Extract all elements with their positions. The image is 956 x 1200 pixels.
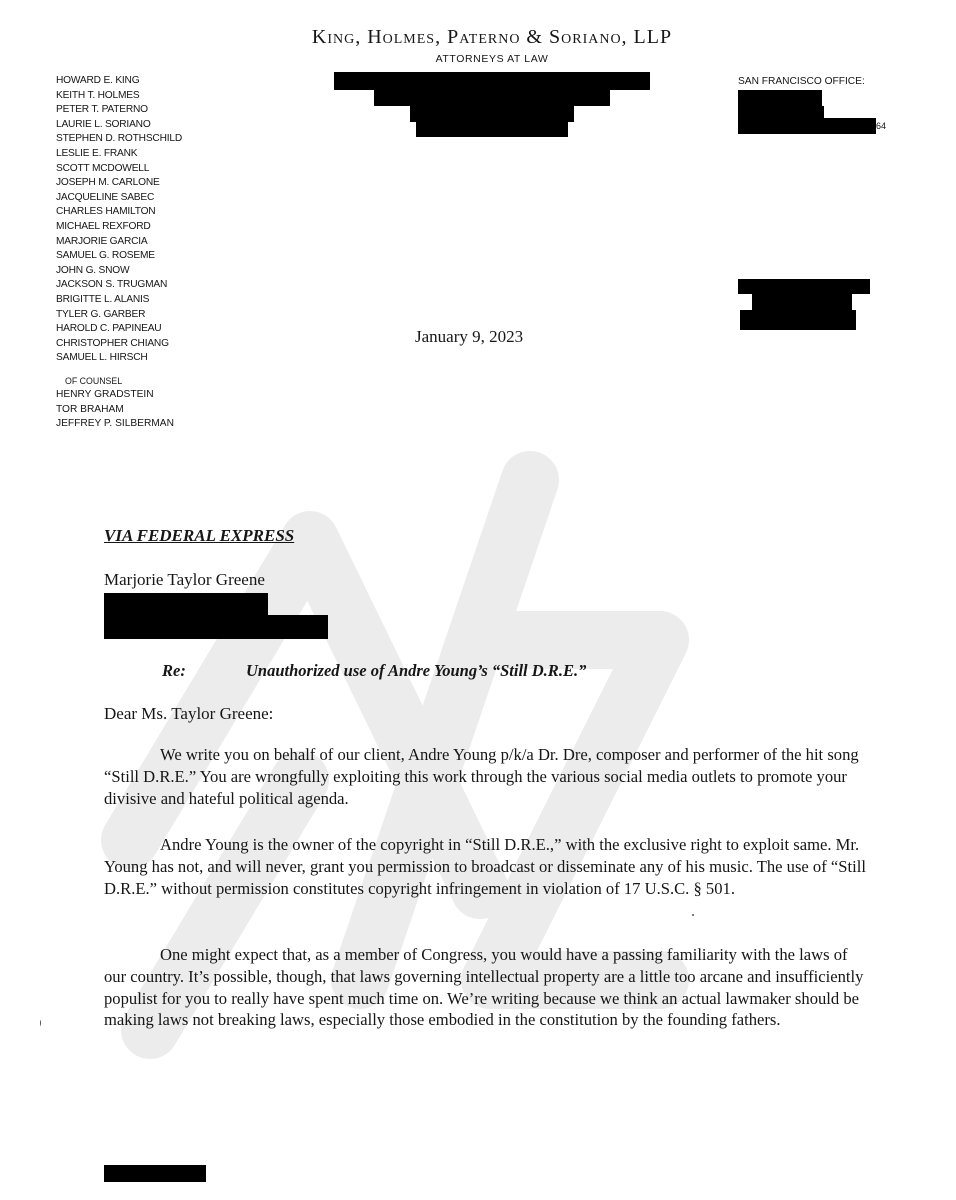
salutation: Dear Ms. Taylor Greene: xyxy=(104,704,274,723)
redaction-bar xyxy=(334,72,650,90)
redaction-bar xyxy=(104,615,328,639)
partner-name: CHRISTOPHER CHIANG xyxy=(56,337,169,349)
of-counsel-list xyxy=(56,388,174,432)
partner-list xyxy=(56,74,182,366)
redaction-bar xyxy=(740,310,856,330)
partner-name: HAROLD C. PAPINEAU xyxy=(56,323,162,335)
recipient-name: Marjorie Taylor Greene xyxy=(104,570,265,589)
redaction-bar xyxy=(104,1165,206,1182)
partner-name: PETER T. PATERNO xyxy=(56,104,148,116)
partner-name: KEITH T. HOLMES xyxy=(56,89,140,101)
partner-name: LESLIE E. FRANK xyxy=(56,147,138,159)
letter-date: January 9, 2023 xyxy=(415,327,524,346)
partner-name: MICHAEL REXFORD xyxy=(56,220,151,232)
counsel-name: JEFFREY P. SILBERMAN xyxy=(56,418,174,430)
partner-name: STEPHEN D. ROTHSCHILD xyxy=(56,133,182,145)
redaction-bar xyxy=(752,294,852,310)
partner-name: CHARLES HAMILTON xyxy=(56,206,156,218)
firm-subtitle: ATTORNEYS AT LAW xyxy=(435,53,549,65)
partner-name: LAURIE L. SORIANO xyxy=(56,118,151,130)
delivery-method: VIA FEDERAL EXPRESS xyxy=(104,526,295,545)
body-paragraph: We write you on behalf of our client, Andre Young p/k/a Dr. Dre, composer and performer of the hit song “Still D.R.E.” You are wrongfully exploiting this work through the various social media outlets to promote your divisive and hateful political agenda. xyxy=(104,745,859,808)
subject-label: Re: xyxy=(162,661,186,680)
partner-name: SAMUEL G. ROSEME xyxy=(56,250,155,262)
redaction-bar xyxy=(738,118,876,134)
partner-name: BRIGITTE L. ALANIS xyxy=(56,293,150,305)
scan-speck xyxy=(692,914,694,916)
redaction-bar xyxy=(738,279,870,294)
body-paragraph: Andre Young is the owner of the copyright in “Still D.R.E.,” with the exclusive right to exploit same. Mr. Young has not, and will never, grant you permission to broadcast or disseminate any of his music. The use of “Still D.R.E.” without permission constitutes copyright infringement in violation of 17 U.S.C. § 501. xyxy=(104,835,866,898)
redaction-bar xyxy=(104,593,268,615)
redaction-bar xyxy=(416,120,568,137)
partner-name: MARJORIE GARCIA xyxy=(56,235,148,247)
scan-speck xyxy=(40,1020,41,1026)
partner-name: TYLER G. GARBER xyxy=(56,308,146,320)
subject-line: Unauthorized use of Andre Young’s “Still D.R.E.” xyxy=(246,661,587,680)
partner-name: JACQUELINE SABEC xyxy=(56,191,155,203)
partner-name: JOHN G. SNOW xyxy=(56,264,130,276)
office-address-suffix: 64 xyxy=(876,121,887,131)
partner-name: SAMUEL L. HIRSCH xyxy=(56,352,148,364)
partner-name: HOWARD E. KING xyxy=(56,75,140,86)
counsel-name: HENRY GRADSTEIN xyxy=(56,389,154,400)
of-counsel-heading: OF COUNSEL xyxy=(65,376,123,386)
body-paragraph: One might expect that, as a member of Congress, you would have a passing familiarity with the laws of our country. It’s possible, though, that laws governing intellectual property are a little too arcane and insufficiently populist for you to really have spent much time on. We’re writing because we think an actual lawmaker should be making laws not breaking laws, especially those embodied in the constitution by the founding fathers. xyxy=(104,945,864,1030)
firm-name: King, Holmes, Paterno & Soriano, LLP xyxy=(311,26,673,48)
partner-name: JOSEPH M. CARLONE xyxy=(56,177,160,189)
partner-name: SCOTT MCDOWELL xyxy=(56,162,150,174)
office-label: SAN FRANCISCO OFFICE: xyxy=(738,76,865,87)
counsel-name: TOR BRAHAM xyxy=(56,403,124,415)
partner-name: JACKSON S. TRUGMAN xyxy=(56,279,168,291)
